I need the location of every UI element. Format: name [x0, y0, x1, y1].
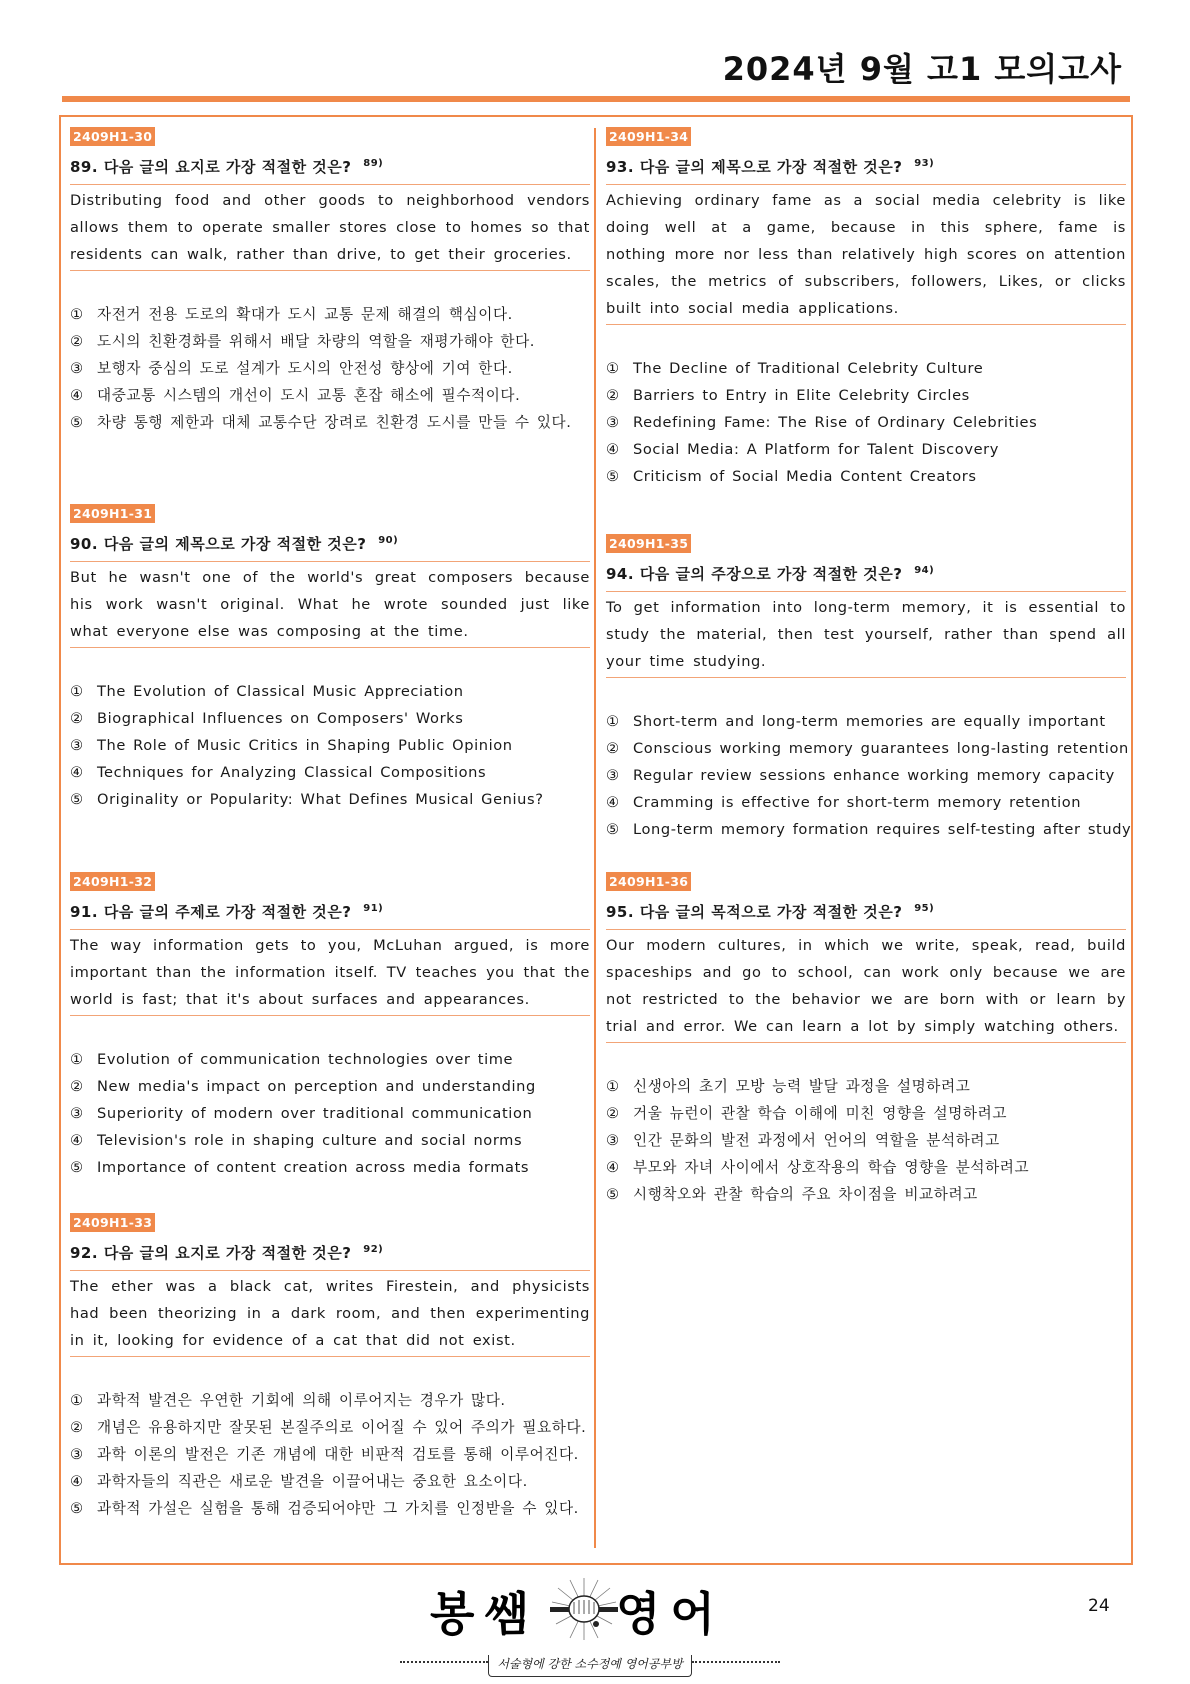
option-text: 과학 이론의 발전은 기존 개념에 대한 비판적 검토를 통해 이루어진다. [97, 1446, 579, 1463]
question-89 [70, 126, 590, 436]
option-text: The Role of Music Critics in Shaping Public Opinion [97, 737, 513, 754]
question-passage: Distributing food and other goods to neighborhood vendors allows them to operate smaller stores close to homes so that residents can walk, rather than drive, to get their groceries. [70, 185, 590, 271]
answer-option[interactable] [70, 705, 590, 732]
page-title: 2024년 9월 고1 모의고사 [722, 50, 1122, 88]
option-text: Evolution of communication technologies over time [97, 1051, 514, 1068]
option-text: 차량 통행 제한과 대체 교통수단 장려로 친환경 도시를 만들 수 있다. [97, 414, 572, 431]
option-number: ④ [606, 441, 620, 458]
answer-option[interactable] [606, 1154, 1126, 1181]
option-text: Social Media: A Platform for Talent Discovery [633, 441, 999, 458]
question-heading [70, 898, 590, 930]
question-prompt: 다음 글의 주장으로 가장 적절한 것은? [639, 565, 903, 583]
option-number: ③ [606, 414, 620, 431]
footnote-marker: 93) [914, 158, 935, 169]
question-passage: To get information into long-term memory, it is essential to study the material, then test yourself, rather than spend all your time studying. [606, 592, 1126, 678]
answer-option[interactable] [606, 1181, 1126, 1208]
answer-option[interactable] [606, 1073, 1126, 1100]
answer-option[interactable] [606, 762, 1126, 789]
footnote-marker: 91) [363, 903, 384, 914]
answer-option[interactable] [606, 735, 1129, 762]
option-number: ④ [606, 1159, 620, 1176]
question-code-badge: 2409H1-30 [70, 127, 155, 146]
question-number: 94. [606, 565, 635, 583]
option-number: ③ [70, 1105, 84, 1122]
option-number: ③ [70, 1446, 84, 1463]
option-number: ⑤ [606, 821, 620, 838]
option-number: ② [70, 1419, 84, 1436]
answer-option[interactable] [606, 463, 1126, 490]
option-number: ② [70, 1078, 84, 1095]
answer-option[interactable] [70, 1441, 590, 1468]
option-text: Criticism of Social Media Content Creators [633, 468, 977, 485]
option-number: ① [606, 713, 620, 730]
option-text: 과학자들의 직관은 새로운 발견을 이끌어내는 중요한 요소이다. [97, 1473, 528, 1490]
question-91 [70, 871, 590, 1181]
option-text: Superiority of modern over traditional communication [97, 1105, 533, 1122]
question-prompt: 다음 글의 제목으로 가장 적절한 것은? [639, 158, 903, 176]
question-heading [70, 153, 590, 185]
option-text: Barriers to Entry in Elite Celebrity Circles [633, 387, 970, 404]
option-number: ④ [606, 794, 620, 811]
answer-option[interactable] [70, 1100, 590, 1127]
answer-options [70, 301, 590, 436]
question-number: 91. [70, 903, 99, 921]
slogan-row [400, 1650, 780, 1674]
answer-option[interactable] [606, 436, 1126, 463]
option-number: ⑤ [606, 468, 620, 485]
option-number: ① [606, 360, 620, 377]
option-number: ① [70, 306, 84, 323]
option-text: Redefining Fame: The Rise of Ordinary Celebrities [633, 414, 1038, 431]
dotted-rule [400, 1661, 488, 1663]
option-number: ③ [606, 1132, 620, 1149]
answer-option[interactable] [606, 409, 1126, 436]
question-code-badge: 2409H1-32 [70, 872, 155, 891]
question-code-badge: 2409H1-34 [606, 127, 691, 146]
option-number: ⑤ [606, 1186, 620, 1203]
option-number: ② [606, 387, 620, 404]
answer-option[interactable] [70, 1073, 590, 1100]
answer-option[interactable] [70, 759, 590, 786]
option-number: ④ [70, 1132, 84, 1149]
option-text: Television's role in shaping culture and social norms [97, 1132, 523, 1149]
option-text: 부모와 자녀 사이에서 상호작용의 학습 영향을 분석하려고 [633, 1159, 1030, 1176]
option-text: The Decline of Traditional Celebrity Culture [633, 360, 984, 377]
option-text: The Evolution of Classical Music Appreciation [97, 683, 464, 700]
answer-options [606, 708, 1132, 843]
option-number: ④ [70, 764, 84, 781]
answer-option[interactable] [70, 678, 590, 705]
question-passage: Our modern cultures, in which we write, speak, read, build spaceships and go to school, can work only because we are not restricted to the behavior we are born with or learn by trial and error. We can learn a lot by simply watching others. [606, 930, 1126, 1043]
logo-text-left: 봉쌤 [430, 1587, 539, 1641]
answer-options [70, 1046, 590, 1181]
option-number: ① [606, 1078, 620, 1095]
answer-option[interactable] [606, 789, 1126, 816]
option-number: ② [70, 333, 84, 350]
question-prompt: 다음 글의 요지로 가장 적절한 것은? [103, 158, 352, 176]
question-prompt: 다음 글의 제목으로 가장 적절한 것은? [103, 535, 367, 553]
answer-option[interactable] [70, 409, 590, 436]
logo-text-right: 영어 [616, 1587, 725, 1641]
question-passage: But he wasn't one of the world's great composers because his work wasn't original. What he wrote sounded just like what everyone else was composing at the time. [70, 562, 590, 648]
question-passage: The way information gets to you, McLuhan argued, is more important than the information itself. TV teaches you that the world is fast; that it's about surfaces and appearances. [70, 930, 590, 1016]
option-number: ③ [70, 360, 84, 377]
option-text: Regular review sessions enhance working memory capacity [633, 767, 1115, 784]
question-heading [606, 153, 1126, 185]
option-text: 신생아의 초기 모방 능력 발달 과정을 설명하려고 [633, 1078, 971, 1095]
footnote-marker: 94) [914, 565, 935, 576]
option-text: 거울 뉴런이 관찰 학습 이해에 미친 영향을 설명하려고 [633, 1105, 1008, 1122]
question-heading [70, 530, 590, 562]
answer-option[interactable] [70, 1468, 590, 1495]
option-text: Biographical Influences on Composers' Works [97, 710, 464, 727]
option-text: Conscious working memory guarantees long-lasting retention [633, 740, 1129, 757]
option-number: ④ [70, 387, 84, 404]
question-number: 95. [606, 903, 635, 921]
answer-option[interactable] [70, 1127, 590, 1154]
question-number: 89. [70, 158, 99, 176]
footnote-marker: 90) [378, 535, 399, 546]
answer-option[interactable] [606, 708, 1126, 735]
answer-option[interactable] [70, 355, 590, 382]
question-code-badge: 2409H1-33 [70, 1213, 155, 1232]
brand-logo [430, 1578, 750, 1682]
question-heading [606, 560, 1126, 592]
option-text: Cramming is effective for short-term memory retention [633, 794, 1082, 811]
option-text: 자전거 전용 도로의 확대가 도시 교통 문제 해결의 핵심이다. [97, 306, 513, 323]
option-number: ① [70, 1392, 84, 1409]
answer-options [606, 355, 1126, 490]
answer-option[interactable] [70, 328, 590, 355]
question-heading [70, 1239, 590, 1271]
fist-pen-icon [548, 1578, 620, 1640]
question-93 [606, 126, 1126, 490]
question-92 [70, 1212, 590, 1522]
answer-option[interactable] [70, 1154, 590, 1181]
question-95 [606, 871, 1126, 1208]
option-text: Importance of content creation across media formats [97, 1159, 530, 1176]
option-text: 보행자 중심의 도로 설계가 도시의 안전성 향상에 기여 한다. [97, 360, 513, 377]
answer-option[interactable] [70, 786, 590, 813]
page-number: 24 [1088, 1596, 1110, 1616]
question-number: 90. [70, 535, 99, 553]
dotted-rule [692, 1661, 780, 1663]
option-number: ③ [606, 767, 620, 784]
question-94 [606, 533, 1132, 843]
option-text: 시행착오와 관찰 학습의 주요 차이점을 비교하려고 [633, 1186, 978, 1203]
option-text: Short-term and long-term memories are equally important [633, 713, 1106, 730]
option-text: New media's impact on perception and understanding [97, 1078, 536, 1095]
option-number: ⑤ [70, 1500, 84, 1517]
option-number: ⑤ [70, 791, 84, 808]
footnote-marker: 92) [363, 1244, 384, 1255]
answer-option[interactable] [606, 1127, 1126, 1154]
answer-option[interactable] [606, 382, 1126, 409]
answer-option[interactable] [70, 301, 590, 328]
question-90 [70, 503, 590, 813]
option-number: ② [70, 710, 84, 727]
option-text: 도시의 친환경화를 위해서 배달 차량의 역할을 재평가해야 한다. [97, 333, 536, 350]
footnote-marker: 95) [914, 903, 935, 914]
option-text: 개념은 유용하지만 잘못된 본질주의로 이어질 수 있어 주의가 필요하다. [97, 1419, 587, 1436]
question-code-badge: 2409H1-31 [70, 504, 155, 523]
question-heading [606, 898, 1126, 930]
option-number: ④ [70, 1473, 84, 1490]
answer-option[interactable] [70, 1495, 590, 1522]
question-number: 92. [70, 1244, 99, 1262]
option-text: Techniques for Analyzing Classical Compositions [97, 764, 487, 781]
question-passage: Achieving ordinary fame as a social media celebrity is like doing well at a game, because in this sphere, fame is nothing more nor less than relatively high scores on attention scales, the metrics of subscribers, followers, Likes, or clicks built into social media applications. [606, 185, 1126, 325]
answer-option[interactable] [606, 816, 1132, 843]
answer-options [70, 678, 590, 813]
option-text: 과학적 발견은 우연한 기회에 의해 이루어지는 경우가 많다. [97, 1392, 506, 1409]
option-text: 대중교통 시스템의 개선이 도시 교통 혼잡 해소에 필수적이다. [97, 387, 521, 404]
answer-option[interactable] [606, 355, 1126, 382]
option-text: Originality or Popularity: What Defines Musical Genius? [97, 791, 544, 808]
option-text: 과학적 가설은 실험을 통해 검증되어야만 그 가치를 인정받을 수 있다. [97, 1500, 579, 1517]
column-divider [594, 128, 596, 1548]
question-code-badge: 2409H1-35 [606, 534, 691, 553]
answer-options [70, 1387, 590, 1522]
option-text: 인간 문화의 발전 과정에서 언어의 역할을 분석하려고 [633, 1132, 1000, 1149]
question-prompt: 다음 글의 주제로 가장 적절한 것은? [103, 903, 352, 921]
answer-option[interactable] [606, 1100, 1126, 1127]
answer-option[interactable] [70, 1046, 590, 1073]
answer-option[interactable] [70, 732, 590, 759]
option-number: ⑤ [70, 414, 84, 431]
answer-option[interactable] [70, 382, 590, 409]
option-text: Long-term memory formation requires self-testing after study [633, 821, 1132, 838]
option-number: ⑤ [70, 1159, 84, 1176]
brand-slogan: 서술형에 강한 소수정예 영어공부방 [488, 1655, 691, 1677]
question-passage: The ether was a black cat, writes Firestein, and physicists had been theorizing in a dark room, and then experimenting in it, looking for evidence of a cat that did not exist. [70, 1271, 590, 1357]
question-number: 93. [606, 158, 635, 176]
option-number: ② [606, 740, 620, 757]
option-number: ① [70, 1051, 84, 1068]
option-number: ① [70, 683, 84, 700]
option-number: ② [606, 1105, 620, 1122]
answer-option[interactable] [70, 1387, 590, 1414]
header-rule [62, 96, 1130, 102]
question-prompt: 다음 글의 목적으로 가장 적절한 것은? [639, 903, 903, 921]
answer-option[interactable] [70, 1414, 590, 1441]
question-code-badge: 2409H1-36 [606, 872, 691, 891]
footnote-marker: 89) [363, 158, 384, 169]
option-number: ③ [70, 737, 84, 754]
answer-options [606, 1073, 1126, 1208]
question-prompt: 다음 글의 요지로 가장 적절한 것은? [103, 1244, 352, 1262]
